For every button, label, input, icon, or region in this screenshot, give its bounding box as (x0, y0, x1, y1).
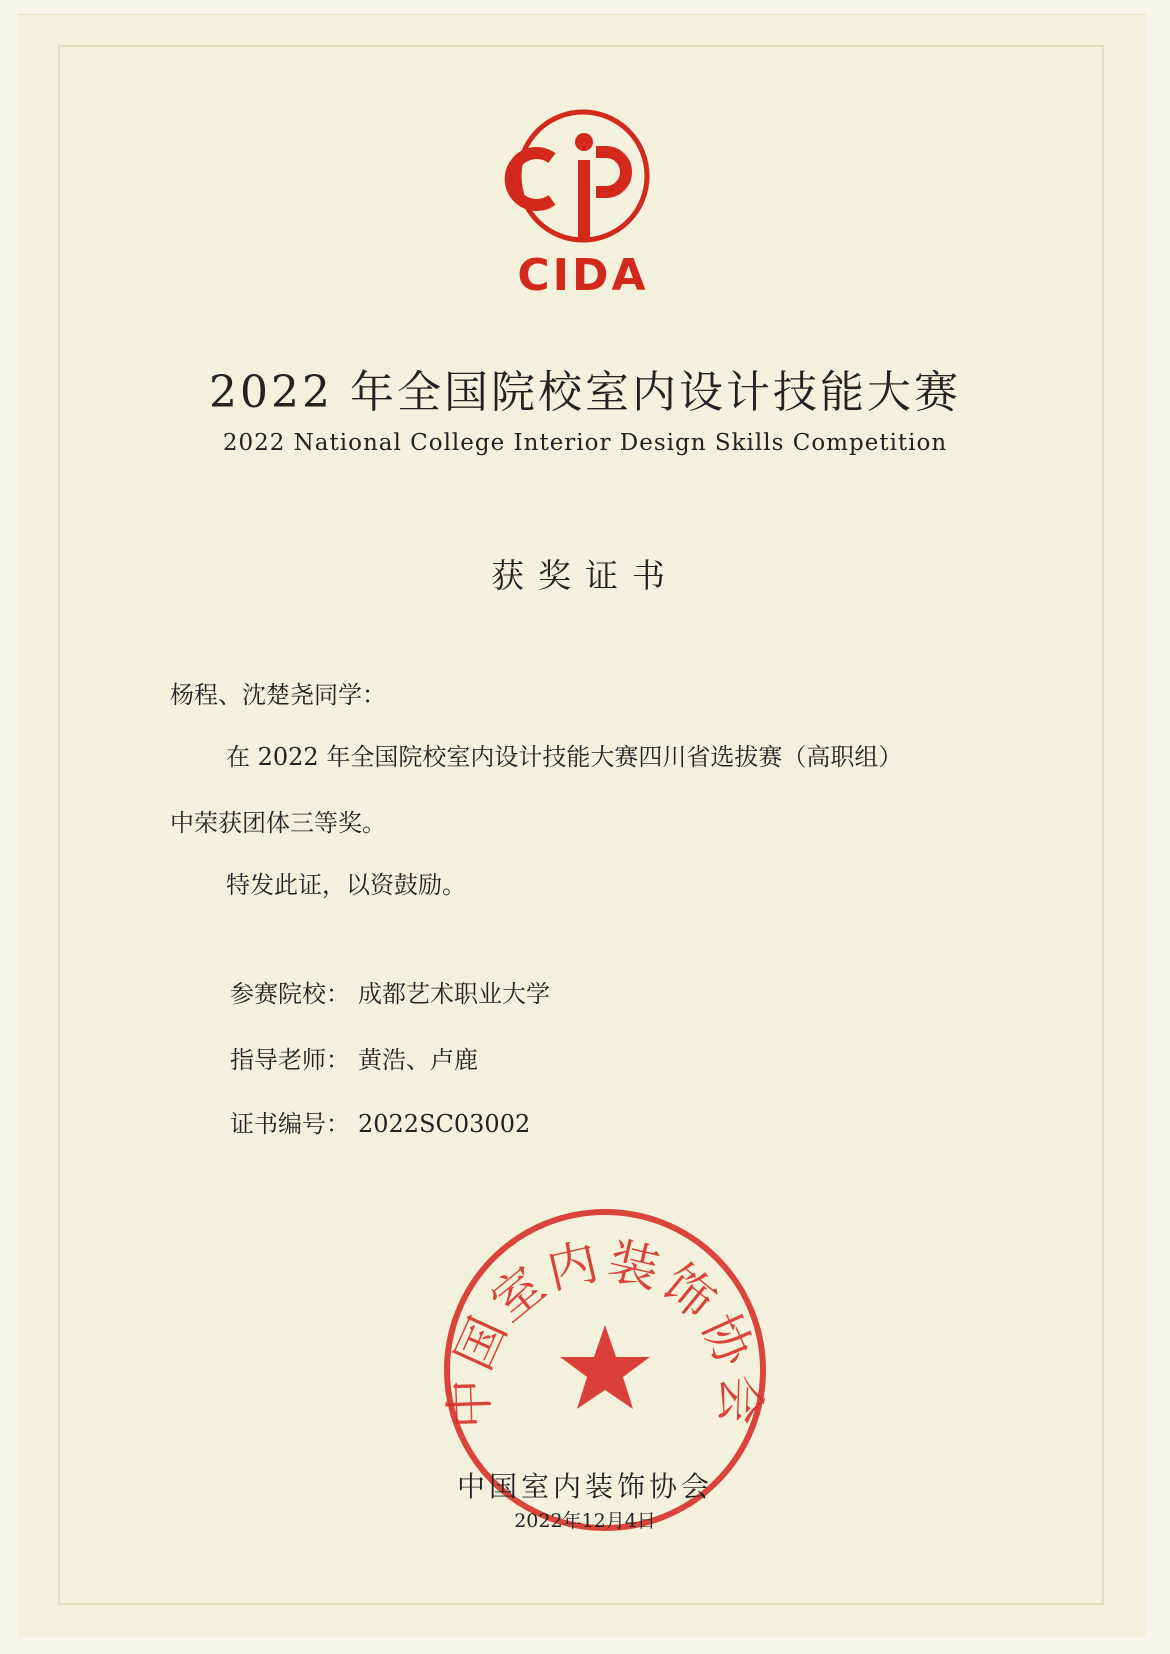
issue-date: 2022年12月4日 (514, 1510, 656, 1532)
advisor-field (230, 1040, 478, 1075)
award-text-line-2: 中荣获团体三等奖。 (170, 809, 386, 837)
certificate-label: 获奖证书 (491, 556, 679, 595)
award-text-line-1: 在 2022 年全国院校室内设计技能大赛四川省选拔赛（高职组） (226, 743, 903, 771)
star-icon (560, 1325, 650, 1409)
certificate-number-field (230, 1104, 530, 1139)
school-value: 成都艺术职业大学 (358, 980, 550, 1008)
issuer-name: 中国室内装饰协会 (456, 1470, 713, 1503)
cida-logo (500, 108, 666, 308)
certificate-number-label: 证书编号： (230, 1110, 350, 1138)
recipients-line: 杨程、沈楚尧同学： (170, 681, 386, 709)
advisor-label: 指导老师： (230, 1046, 350, 1074)
school-label: 参赛院校： (230, 980, 350, 1008)
seal-text: 中国室内装饰协会 (440, 1231, 770, 1430)
advisor-value: 黄浩、卢鹿 (358, 1046, 478, 1074)
logo-text: CIDA (517, 250, 649, 301)
cida-emblem-icon (500, 108, 666, 248)
certificate-number-value: 2022SC03002 (358, 1110, 531, 1138)
title-chinese: 2022 年全国院校室内设计技能大赛 (209, 367, 961, 418)
award-text-line-3: 特发此证，以资鼓励。 (226, 871, 466, 899)
title-english: 2022 National College Interior Design Skills Competition (222, 430, 948, 456)
school-field (230, 974, 550, 1009)
